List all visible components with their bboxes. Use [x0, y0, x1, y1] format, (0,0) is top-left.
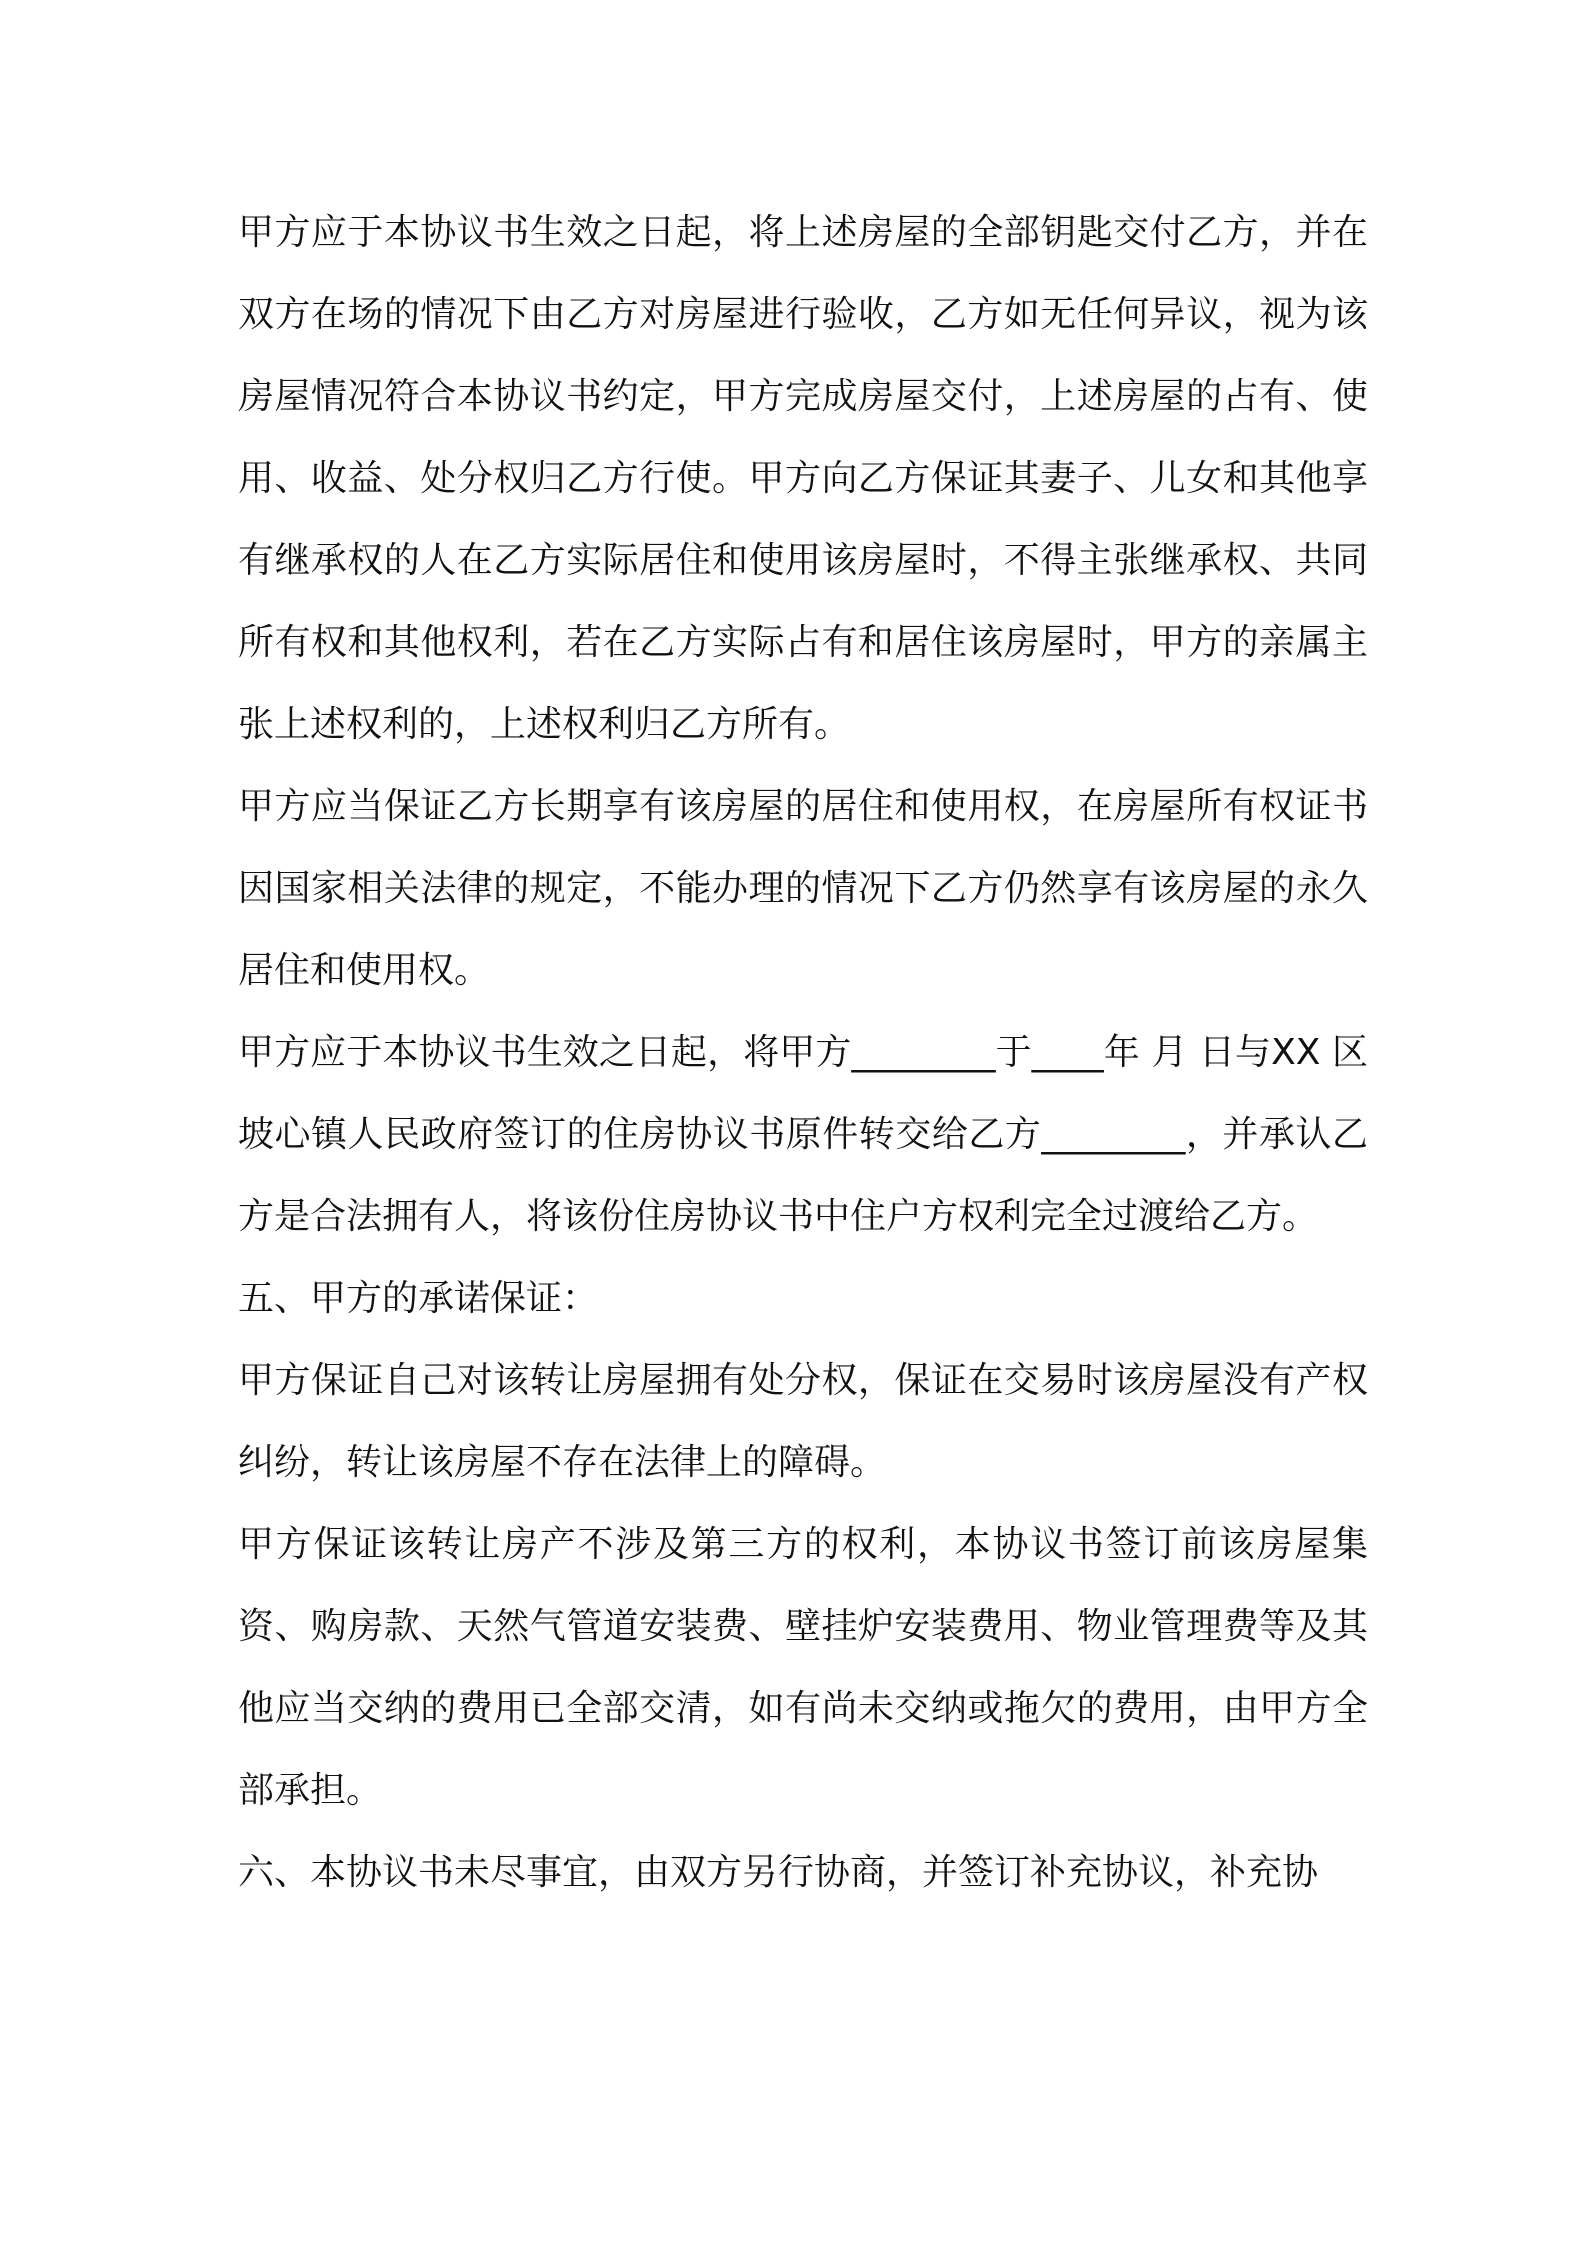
paragraph-agreement-transfer: 甲方应于本协议书生效之日起，将甲方________于____年 月 日与XX 区坡心镇人民政府签订的住房协议书原件转交给乙方________，并承认乙方是合法拥有人，将该份住房协议书中住户方权利完全过渡给乙方。 [238, 1032, 1368, 1237]
document-body [238, 192, 1368, 1914]
paragraph-supplementary-agreement: 六、本协议书未尽事宜，由双方另行协商，并签订补充协议，补充协 [238, 1852, 1319, 1893]
section-heading-guarantee: 五、甲方的承诺保证： [238, 1278, 599, 1319]
paragraph-key-handover: 甲方应于本协议书生效之日起，将上述房屋的全部钥匙交付乙方，并在双方在场的情况下由乙方对房屋进行验收，乙方如无任何异议，视为该房屋情况符合本协议书约定，甲方完成房屋交付，上述房屋的占有、使用、收益、处分权归乙方行使。甲方向乙方保证其妻子、儿女和其他享有继承权的人在乙方实际居住和使用该房屋时，不得主张继承权、共同所有权和其他权利，若在乙方实际占有和居住该房屋时，甲方的亲属主张上述权利的，上述权利归乙方所有。 [238, 212, 1368, 745]
paragraph-residence-right: 甲方应当保证乙方长期享有该房屋的居住和使用权，在房屋所有权证书因国家相关法律的规定，不能办理的情况下乙方仍然享有该房屋的永久居住和使用权。 [238, 786, 1368, 991]
paragraph-disposal-right: 甲方保证自己对该转让房屋拥有处分权，保证在交易时该房屋没有产权纠纷，转让该房屋不存在法律上的障碍。 [238, 1360, 1368, 1483]
paragraph-fees-settled: 甲方保证该转让房产不涉及第三方的权利，本协议书签订前该房屋集资、购房款、天然气管道安装费、壁挂炉安装费用、物业管理费等及其他应当交纳的费用已全部交清，如有尚未交纳或拖欠的费用，由甲方全部承担。 [238, 1524, 1368, 1811]
